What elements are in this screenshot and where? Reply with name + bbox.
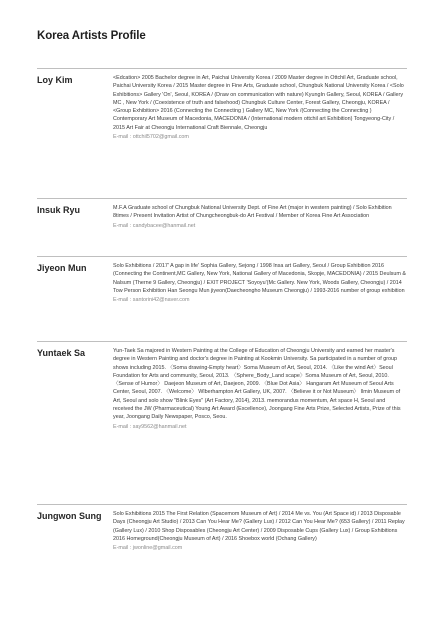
artist-email-line	[113, 222, 407, 230]
email-label: E-mail :	[113, 222, 133, 229]
artist-bio-block	[113, 262, 407, 304]
artist-name: Loy Kim	[37, 75, 73, 85]
email-label: E-mail :	[113, 134, 133, 141]
artist-bio: Solo Exhibitions 2015 The First Relation (Spacemom Museum of Art) / 2014 Me vs. You (Art Space id) / 2013 Disposable Days (Cheongju Art Studio) / 2013 Can You Hear Me? (Gallery Lux) / 2012 Can You Hear Me? (653 Gallery) / 2011 Replay (Gallery Lux) / 2010 Shop Disposables (Cheongju Art Center) / 2009 Disposable Cups (Gallery Lux) / Group Exhibitions 2016 Homeground(Cheongju Museum of Art) / 2016 Shoebox world (Ochang Gallery)	[113, 511, 405, 542]
artist-name: Insuk Ryu	[37, 205, 81, 215]
artist-entry-insuk-ryu	[37, 198, 407, 229]
artist-entry-jungwon-sung	[37, 504, 407, 552]
artist-email-line	[113, 544, 407, 552]
artist-email: ottchil5702@gmail.com	[132, 134, 189, 141]
artist-bio-block	[113, 510, 407, 552]
artist-bio: Solo Exhibitions / 2017' A gap in life' Sophia Gallery, Sejong / 1998 Insa art Gallery, Seoul / Group Exhibition 2016 (Connecting the Continent,MC Gallery, New York, National Gallery of Macedonia, Skopje, MACEDONIA) / 2015 Deulsum & Nalsum (Therne 9 Gallery, Cheongju) / EXIT PROJECT 'Soyoyu'(Mc Gallery. New York, Woods Gallery, Cheongju) / 2014 Tow Person Exhibition Han Seongu Mun jiyeon(Daecheongho Museum Cheongju) / 1993-2016 number of group exhibition	[113, 263, 406, 294]
email-label: E-mail :	[113, 297, 133, 304]
artist-email: candybacee@hanmail.net	[132, 222, 196, 229]
artist-bio: <Edcation> 2005 Bachelor degree in Art, Paichai University Korea / 2009 Master degree in Ottchil Art, Graduate school, Paichai University Korea / 2015 Master degree in Fine Arts, Graduate school, Chungbuk National University Korea / <Solo Exhibitions> Gallery 'On', Seoul, KOREA / (Draw on communication with nature) KyungIn Gallery, Seoul, KOREA / Gallery MC , New York / (Coexistence of truth and falsehood) Chungbuk Culture Center, Forest Gallery, Cheongju, KOREA / <Group Exhibition> 2016 (Connecting the Connecting ) Gallery MC, New York /(Connecting the Connecting ) Contemporary Art Museum of Macedonia, MACEDONIA / (International modern ottchil art Exhibition) Tongyeong-City / 2015 Art Fair at Cheongju International Craft Biennale, Cheongju	[113, 75, 404, 131]
artist-bio-block	[113, 347, 407, 431]
artist-entry-loy-kim	[37, 68, 407, 141]
artist-bio-block	[113, 74, 407, 141]
artist-entry-jiyeon-mun	[37, 256, 407, 304]
artist-entry-yuntaek-sa	[37, 341, 407, 430]
artist-name: Yuntaek Sa	[37, 348, 86, 358]
email-label: E-mail :	[113, 545, 133, 552]
page-title: Korea Artists Profile	[37, 30, 146, 42]
artist-email-line	[113, 133, 407, 141]
artist-bio: M.F.A Graduate school of Chungbuk National University Dept. of Fine Art (major in western painting) / Solo Exhibition 8times / Present Invitation Artist of Chungcheongbuk-do Art Festival / Member of Korea Fine Art Association	[113, 205, 392, 220]
artist-email: jwonline@gmail.com	[132, 545, 183, 552]
artist-email: santorini42@naver.com	[132, 297, 190, 304]
artist-email: say9562@hanmail.net	[132, 423, 187, 430]
artist-bio: Yun-Taek Sa majored in Western Painting at the College of Education of Cheongju University and earned her master's degree in Western Painting and doctor's degree in Painting at Kookmin University. Sa participated in a number of group shows including 2015. 〈Soma drawing-Empty heart〉Soma Museum of Art, Seoul, 2014. 〈Like the wind Art〉Seoul Foundation for Arts and community, Seoul, 2013. 〈Sphere_Body_Land scape〉Soma Museum of Art, Seoul, 2010. 〈Sense of Humor〉 Daejeon Museum of Art, Daejeon, 2009. 〈Blue Dot Asia〉 Hangaram Art Museum of Seoul Arts Center, Seoul, 2007. 〈Welcome〉 Wlberhampton Art Gallery, UK, 2007. 〈Believe it or Not Museum〉 Ilmin Museum of Art, Seoul and solo show "Blink Eyes" (Art Factory, 2014), 2013. memorandus momentum, Art space H, Seoul and received the JW (Pharmaceutical) Young Art Award (Excellence), Joongang Fine Arts Prize, Selected Artists, Prize of this year, Joongang Daily Newspaper, Posco, Seou.	[113, 348, 401, 421]
artist-email-line	[113, 296, 407, 304]
artist-name: Jiyeon Mun	[37, 263, 87, 273]
artist-name: Jungwon Sung	[37, 511, 102, 521]
artist-bio-block	[113, 204, 407, 230]
artist-email-line	[113, 423, 407, 431]
email-label: E-mail :	[113, 423, 133, 430]
